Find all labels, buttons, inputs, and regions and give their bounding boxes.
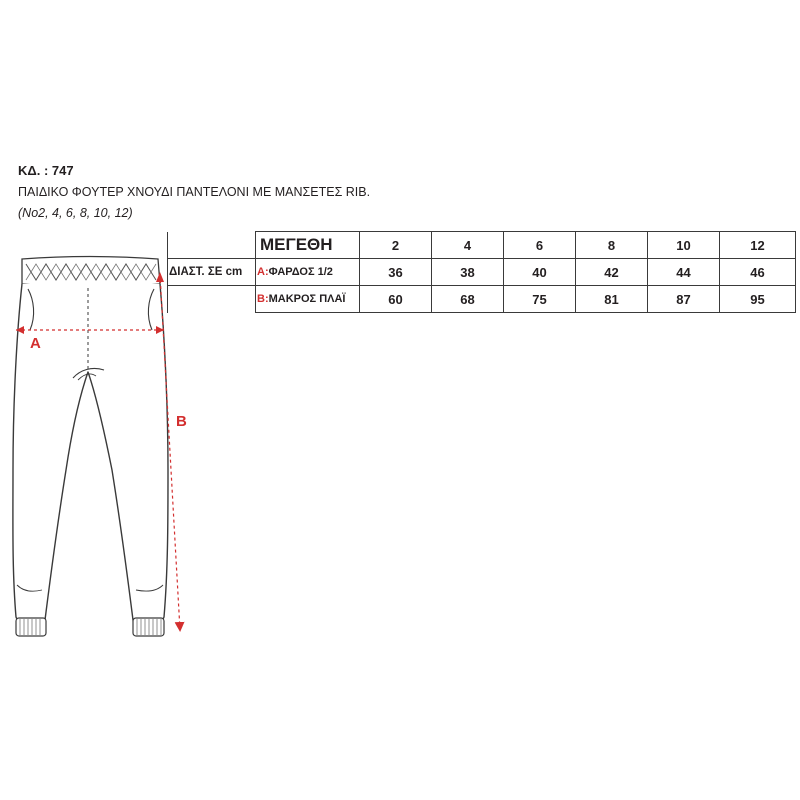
value-cell: 81 — [576, 286, 648, 313]
value-cell: 38 — [432, 259, 504, 286]
size-cell: 12 — [720, 232, 796, 259]
value-cell: 75 — [504, 286, 576, 313]
left-rib-cuff — [16, 618, 46, 636]
size-cell: 2 — [360, 232, 432, 259]
row-letter-a: A: — [257, 266, 269, 278]
right-rib-cuff — [133, 618, 164, 636]
row-label-a — [256, 259, 360, 286]
corner-cell-bottom — [168, 286, 256, 313]
value-cell: 36 — [360, 259, 432, 286]
value-cell: 42 — [576, 259, 648, 286]
product-code: ΚΔ. : 747 — [18, 163, 74, 178]
value-cell: 60 — [360, 286, 432, 313]
value-cell: 46 — [720, 259, 796, 286]
size-chart-table — [167, 231, 796, 313]
row-label-a-text: ΦΑΡΔΟΣ 1/2 — [268, 266, 333, 278]
size-cell: 10 — [648, 232, 720, 259]
value-cell: 87 — [648, 286, 720, 313]
size-header-row — [168, 232, 796, 259]
measure-b-label: B — [176, 413, 187, 430]
dimension-unit-label: ΔΙΑΣΤ. ΣΕ cm — [168, 259, 256, 286]
size-cell: 8 — [576, 232, 648, 259]
table-row-width — [168, 259, 796, 286]
available-sizes: (No2, 4, 6, 8, 10, 12) — [18, 206, 133, 220]
value-cell: 68 — [432, 286, 504, 313]
row-letter-b: B: — [257, 293, 269, 305]
product-description: ΠΑΙΔΙΚΟ ΦΟΥΤΕΡ ΧΝΟΥΔΙ ΠΑΝΤΕΛΟΝΙ ΜΕ ΜΑΝΣΕΤΕΣ RIB. — [18, 185, 371, 199]
row-label-b — [256, 286, 360, 313]
value-cell: 44 — [648, 259, 720, 286]
measure-a-label: A — [30, 335, 41, 352]
row-label-b-text: ΜΑΚΡΟΣ ΠΛΑΪ — [268, 293, 346, 305]
value-cell: 40 — [504, 259, 576, 286]
sizes-header: ΜΕΓΕΘΗ — [256, 232, 360, 259]
size-cell: 6 — [504, 232, 576, 259]
size-cell: 4 — [432, 232, 504, 259]
table-row-length — [168, 286, 796, 313]
corner-cell — [168, 232, 256, 259]
value-cell: 95 — [720, 286, 796, 313]
